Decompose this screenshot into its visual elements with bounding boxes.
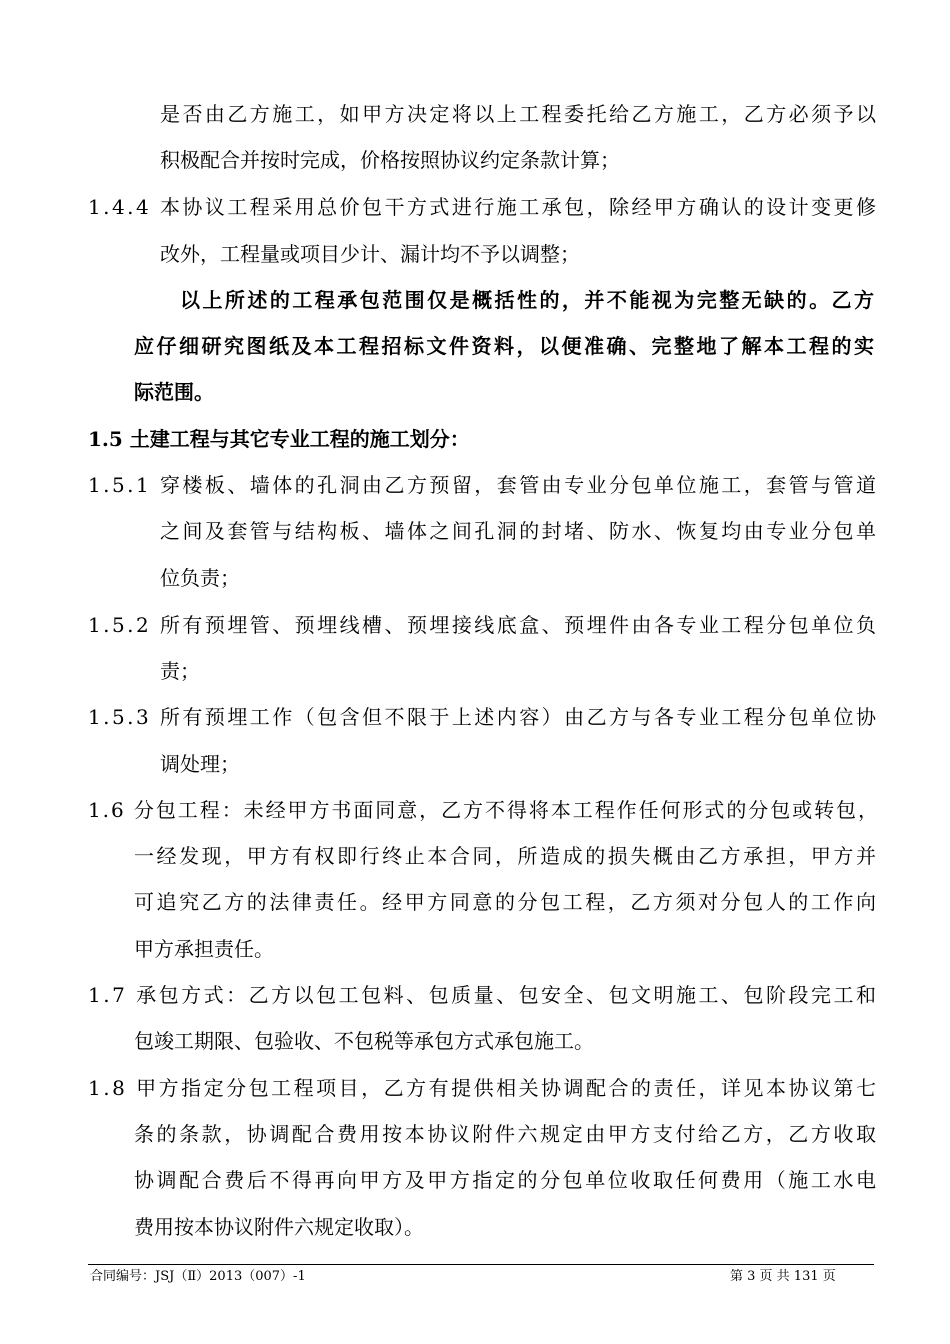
clause-1-4-4: 1.4.4 本协议工程采用总价包干方式进行施工承包，除经甲方确认的设计变更修 [88,195,879,219]
body-line: 积极配合并按时完成，价格按照协议约定条款计算； [160,148,620,172]
clause-1-5-2: 1.5.2 所有预埋管、预埋线槽、预埋接线底盒、预埋件由各专业工程分包单位负 [88,613,879,637]
body-line: 条的条款，协调配合费用按本协议附件六规定由甲方支付给乙方，乙方收取 [134,1122,879,1146]
body-line: 是否由乙方施工，如甲方决定将以上工程委托给乙方施工，乙方必须予以 [160,102,879,126]
body-line: 位负责； [160,566,240,590]
body-line: 调处理； [160,752,240,776]
body-line: 费用按本协议附件六规定收取）。 [134,1215,424,1239]
body-line: 包竣工期限、包验收、不包税等承包方式承包施工。 [134,1029,594,1053]
clause-1-6: 1.6 分包工程：未经甲方书面同意，乙方不得将本工程作任何形式的分包或转包， [88,798,880,822]
body-line: 改外，工程量或项目少计、漏计均不予以调整； [160,242,580,266]
body-line: 之间及套管与结构板、墙体之间孔洞的封堵、防水、恢复均由专业分包单 [160,519,879,543]
clause-1-7: 1.7 承包方式：乙方以包工包料、包质量、包安全、包文明施工、包阶段完工和 [88,983,879,1007]
bold-note-line: 以上所述的工程承包范围仅是概括性的，并不能视为完整无缺的。乙方 [180,288,877,312]
clause-1-5-3: 1.5.3 所有预埋工作（包含但不限于上述内容）由乙方与各专业工程分包单位协 [88,705,879,729]
bold-note-line: 应仔细研究图纸及本工程招标文件资料，以便准确、完整地了解本工程的实 [134,334,877,358]
body-line: 协调配合费后不得再向甲方及甲方指定的分包单位收取任何费用（施工水电 [134,1168,879,1192]
footer-divider [88,1264,874,1265]
body-line: 责； [160,659,200,683]
body-line: 可追究乙方的法律责任。经甲方同意的分包工程，乙方须对分包人的工作向 [134,890,879,914]
clause-1-8: 1.8 甲方指定分包工程项目，乙方有提供相关协调配合的责任，详见本协议第七 [88,1076,879,1100]
footer-contract-number: 合同编号：JSJ（Ⅱ）2013（007）-1 [90,1269,306,1284]
clause-1-5-1: 1.5.1 穿楼板、墙体的孔洞由乙方预留，套管由专业分包单位施工，套管与管道 [88,473,879,497]
section-heading-1-5: 1.5 土建工程与其它专业工程的施工划分： [88,427,470,451]
body-line: 甲方承担责任。 [134,937,274,961]
footer-page-number: 第 3 页 共 131 页 [730,1269,836,1284]
bold-note-line: 际范围。 [134,380,214,404]
body-line: 一经发现，甲方有权即行终止本合同，所造成的损失概由乙方承担，甲方并 [134,844,879,868]
